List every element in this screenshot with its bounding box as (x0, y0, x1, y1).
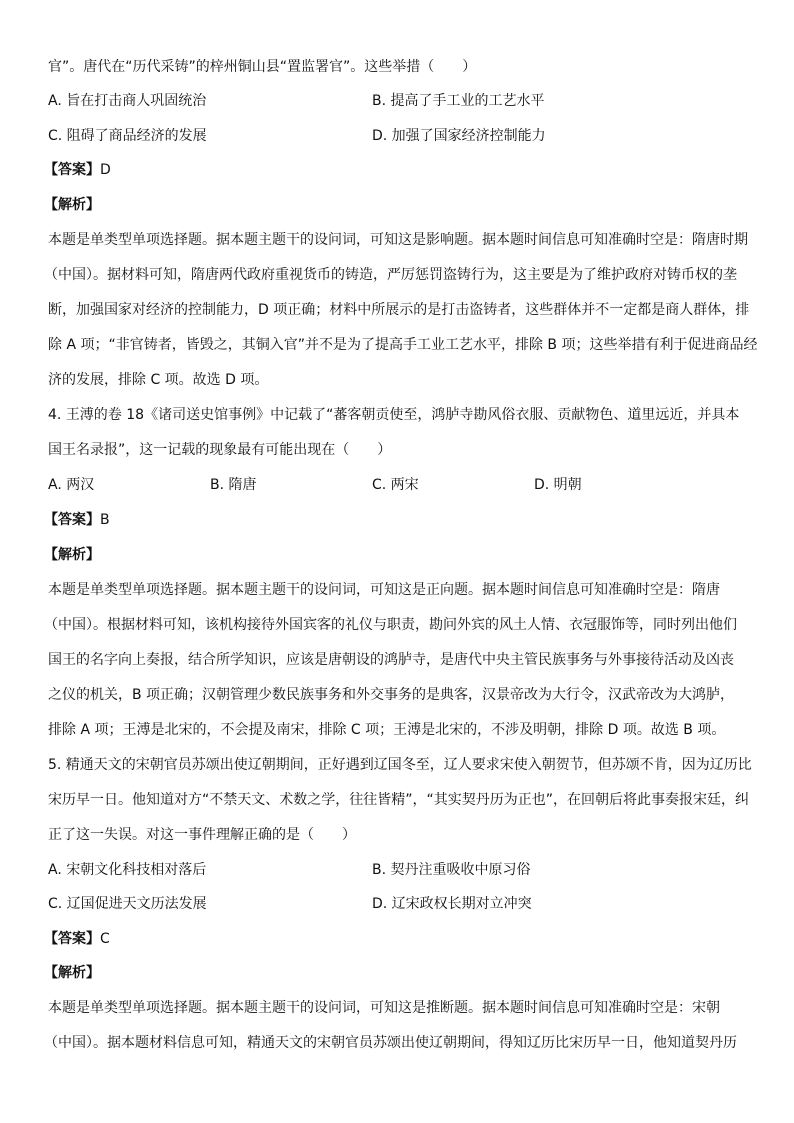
analysis-line: 除 A 项；“非官铸者，皆毁之，其铜入官”并不是为了提高手工业工艺水平，排除 B 项；这些举措有利于促进商品经 (48, 337, 758, 353)
answer-label: 【答案】 (44, 512, 100, 528)
question-3-option-c: C. 阻碍了商品经济的发展 (48, 128, 207, 144)
question-4-option-d: D. 明朝 (534, 477, 582, 493)
analysis-line: 排除 A 项；王溥是北宋的，不会提及南宋，排除 C 项；王溥是北宋的，不涉及明朝，排除 D 项。故选 B 项。 (48, 722, 726, 738)
question-3-stem: 官”。唐代在“历代采铸”的梓州铜山县“置监署官”。这些举措（ ） (48, 59, 477, 75)
question-3-option-b: B. 提高了手工业的工艺水平 (372, 93, 545, 109)
analysis-line: 本题是单类型单项选择题。据本题主题干的设问词，可知这是正向题。据本题时间信息可知准确时空是：隋唐 (48, 582, 720, 598)
question-5-answer (44, 929, 744, 949)
answer-value: D (100, 162, 111, 178)
analysis-line: 本题是单类型单项选择题。据本题主题干的设问词，可知这是影响题。据本题时间信息可知准确时空是：隋唐时期 (48, 232, 748, 248)
question-5-option-a: A. 宋朝文化科技相对落后 (48, 862, 207, 878)
answer-value: B (100, 512, 110, 528)
analysis-line: 断，加强国家对经济的控制能力，D 项正确；材料中所展示的是打击盗铸者，这些群体并不一定都是商人群体，排 (48, 302, 750, 318)
question-4-option-a: A. 两汉 (48, 477, 95, 493)
question-5-option-b: B. 契丹注重吸收中原习俗 (372, 862, 531, 878)
question-4-stem-line: 国王名录报”，这一记载的现象最有可能出现在（ ） (48, 442, 392, 458)
question-4-analysis-label: 【解析】 (44, 547, 100, 563)
question-4-option-b: B. 隋唐 (210, 477, 257, 493)
question-5-stem-line: 5. 精通天文的宋朝官员苏颂出使辽朝期间，正好遇到辽国冬至，辽人要求宋使入朝贺节，但苏颂不肯，因为辽历比 (48, 757, 752, 773)
question-3-analysis-label: 【解析】 (44, 197, 100, 213)
question-4-option-c: C. 两宋 (372, 477, 419, 493)
question-5-analysis-label: 【解析】 (44, 965, 100, 981)
question-3-option-d: D. 加强了国家经济控制能力 (372, 128, 546, 144)
question-5-stem-line: 正了这一失误。对这一事件理解正确的是（ ） (48, 827, 356, 843)
analysis-line: （中国）。根据材料可知，该机构接待外国宾客的礼仪与职责，勘问外宾的风土人情、衣冠服饰等，同时列出他们 (44, 617, 737, 633)
answer-label: 【答案】 (44, 162, 100, 178)
question-5-option-d: D. 辽宋政权长期对立冲突 (372, 896, 532, 912)
question-4-stem-line: 4. 王溥的卷 18《诸司送史馆事例》中记载了“蕃客朝贡使至，鸿胪寺勘风俗衣服、贡献物色、道里远近，并具本 (48, 407, 740, 423)
analysis-line: 本题是单类型单项选择题。据本题主题干的设问词，可知这是推断题。据本题时间信息可知准确时空是：宋朝 (48, 1000, 720, 1016)
question-3-answer (44, 160, 744, 180)
question-5-option-c: C. 辽国促进天文历法发展 (48, 896, 207, 912)
answer-value: C (100, 931, 110, 947)
analysis-line: 国王的名字向上奏报，结合所学知识，应该是唐朝设的鸿胪寺，是唐代中央主管民族事务与外事接待活动及凶丧 (48, 652, 734, 668)
analysis-line: 济的发展，排除 C 项。故选 D 项。 (48, 372, 269, 388)
question-3-option-a: A. 旨在打击商人巩固统治 (48, 93, 207, 109)
analysis-line: 之仪的机关，B 项正确；汉朝管理少数民族事务和外交事务的是典客，汉景帝改为大行令，汉武帝改为大鸿胪， (48, 687, 735, 703)
analysis-line: （中国）。据材料可知，隋唐两代政府重视货币的铸造，严厉惩罚盗铸行为，这主要是为了维护政府对铸币权的垄 (44, 267, 737, 283)
question-4-answer (44, 510, 744, 530)
analysis-line: （中国）。据本题材料信息可知，精通天文的宋朝官员苏颂出使辽朝期间，得知辽历比宋历早一日，他知道契丹历 (44, 1035, 737, 1051)
answer-label: 【答案】 (44, 931, 100, 947)
question-5-stem-line: 宋历早一日。他知道对方“不禁天文、术数之学，往往皆精”，“其实契丹历为正也”，在回朝后将此事奏报宋廷，纠 (48, 792, 750, 808)
